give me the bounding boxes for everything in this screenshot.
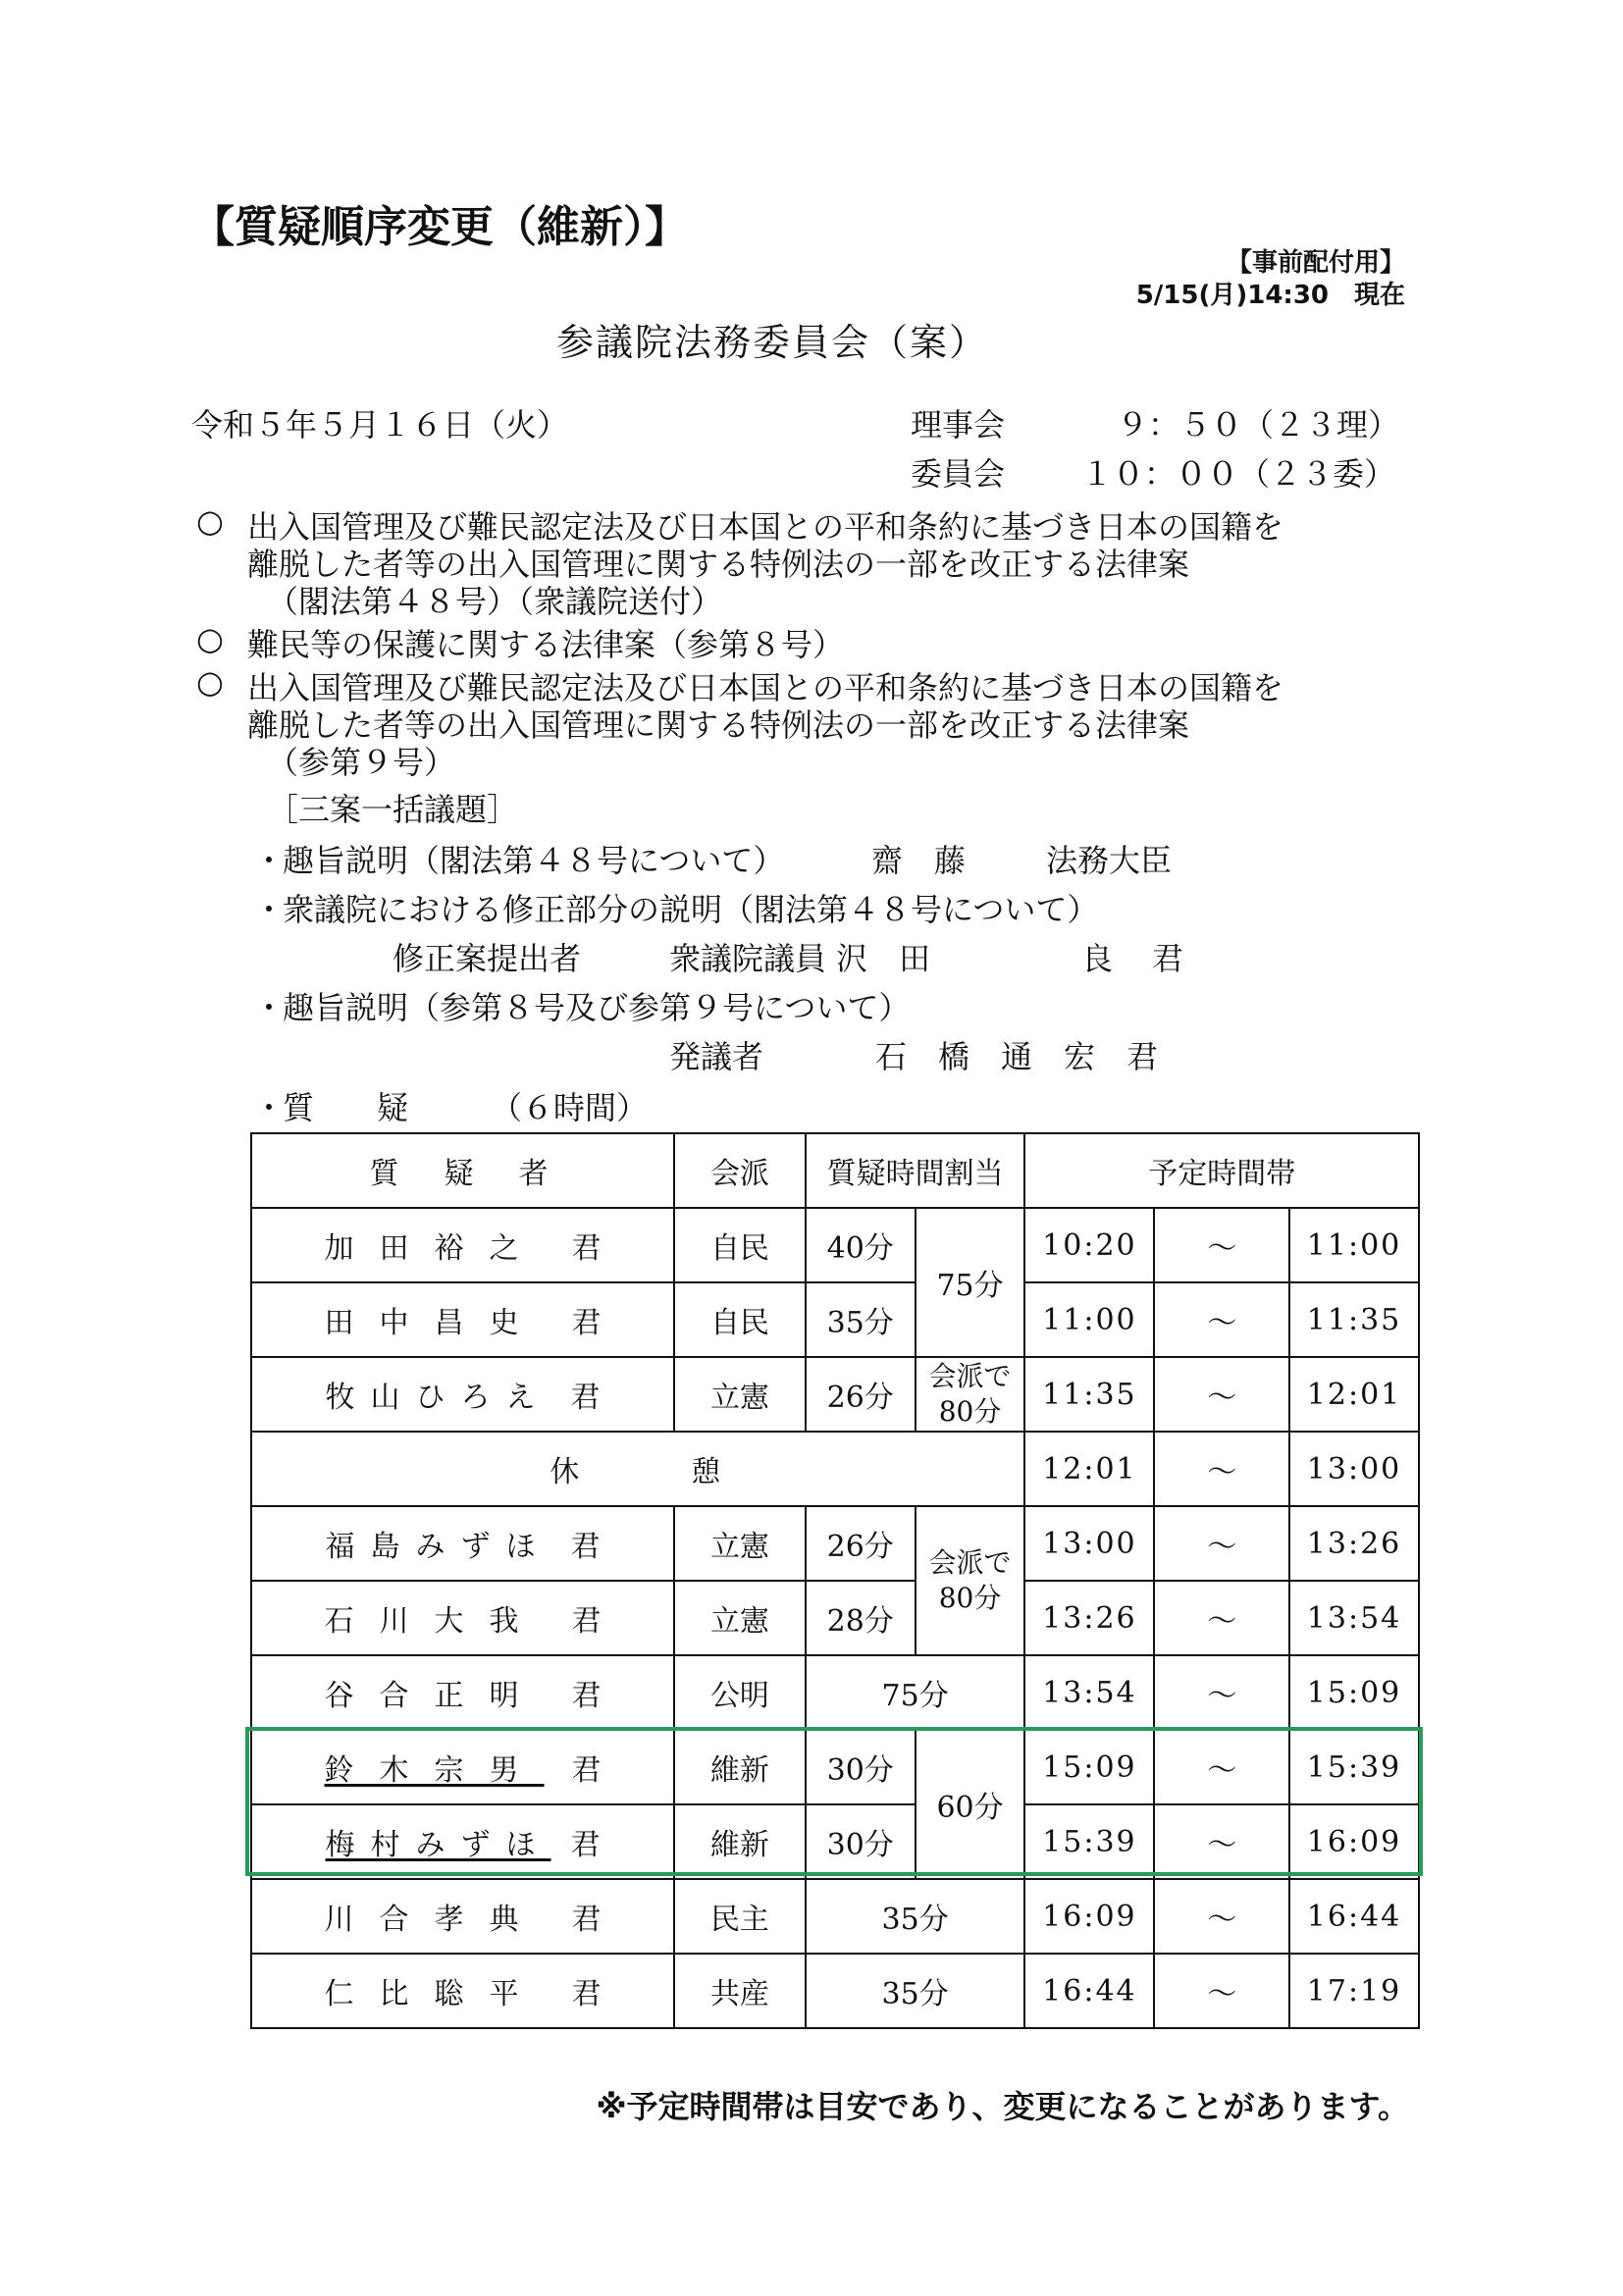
table-row (251, 1581, 1419, 1655)
board-label: 理事会 (911, 406, 1006, 444)
amendment-explanation: 衆議院における修正部分の説明（閣法第４８号について） (283, 891, 1099, 928)
questioner-cell (251, 1581, 674, 1655)
minutes-cell: 35分 (806, 1954, 1025, 2028)
header-allotment: 質疑時間割当 (806, 1133, 1025, 1208)
honorific: 君 (571, 1604, 602, 1639)
table-row (251, 1208, 1419, 1282)
table-row (251, 1655, 1419, 1730)
honorific: 君 (571, 1679, 602, 1713)
honorific: 君 (571, 1753, 602, 1788)
faction-cell: 民主 (674, 1879, 806, 1954)
start-time: 10:20 (1024, 1208, 1154, 1282)
minutes-cell: 28分 (806, 1581, 916, 1655)
group-allotment-rikken-am (916, 1357, 1025, 1432)
questioning-duration: （６時間） (491, 1089, 649, 1126)
end-time: 16:44 (1289, 1879, 1419, 1954)
pre-distribution-label: 【事前配付用】 (1226, 248, 1405, 278)
table-row (251, 1506, 1419, 1581)
start-time: 13:54 (1024, 1655, 1154, 1730)
tilde: ～ (1154, 1357, 1289, 1432)
minutes-cell: 26分 (806, 1506, 916, 1581)
recess-label: 休 憩 (251, 1432, 1024, 1506)
end-time: 15:39 (1289, 1730, 1419, 1804)
minutes-cell: 40分 (806, 1208, 916, 1282)
tilde: ～ (1154, 1730, 1289, 1804)
proceedings-bullet-4: ・ (253, 1089, 286, 1126)
faction-cell: 共産 (674, 1954, 806, 2028)
minutes-cell: 35分 (806, 1879, 1025, 1954)
table-row (251, 1879, 1419, 1954)
bundled-agenda-label: ［三案一括議題］ (267, 791, 519, 828)
ishin-highlight-box (245, 1727, 1423, 1876)
as-of-timestamp: 5/15(月)14:30 現在 (1135, 281, 1405, 310)
group-allotment-ishin: 60分 (916, 1730, 1025, 1879)
questioner-name: 谷合正明 (324, 1679, 545, 1713)
proceedings-bullet-1: ・ (253, 842, 286, 879)
honorific: 君 (571, 1977, 602, 2011)
committee-time: １０：００（２３委） (1081, 455, 1396, 493)
questioner-name: 福島みずほ (325, 1530, 551, 1564)
proposer-name: 石 橋 通 宏 君 (875, 1038, 1159, 1075)
questioner-name: 石川大我 (324, 1604, 545, 1639)
minutes-cell: 75分 (806, 1655, 1025, 1730)
minutes-cell: 35分 (806, 1282, 916, 1357)
start-time: 15:09 (1024, 1730, 1154, 1804)
amendment-submitter-name: 沢 田 (836, 940, 931, 977)
agenda-item-3-line2: 離脱した者等の出入国管理に関する特例法の一部を改正する法律案 (247, 706, 1190, 744)
start-time: 11:00 (1024, 1282, 1154, 1357)
proceedings-bullet-3: ・ (253, 989, 286, 1026)
questioner-name: 梅村みずほ (325, 1828, 551, 1862)
questioner-name: 加田裕之 (324, 1231, 545, 1266)
honorific: 君 (571, 1903, 602, 1937)
end-time: 17:19 (1289, 1954, 1419, 2028)
minutes-cell: 30分 (806, 1730, 916, 1804)
questioner-cell (251, 1282, 674, 1357)
document-heading: 【質疑順序変更（維新）】 (191, 202, 688, 252)
questioner-name: 川合孝典 (324, 1903, 545, 1937)
committee-label: 委員会 (911, 455, 1006, 493)
end-time: 15:09 (1289, 1655, 1419, 1730)
questioner-name: 田中昌史 (324, 1306, 545, 1340)
recess-row (251, 1432, 1419, 1506)
end-time: 13:00 (1289, 1432, 1419, 1506)
faction-cell: 維新 (674, 1730, 806, 1804)
end-time: 13:26 (1289, 1506, 1419, 1581)
faction-cell: 自民 (674, 1208, 806, 1282)
tilde: ～ (1154, 1655, 1289, 1730)
minutes-cell: 26分 (806, 1357, 916, 1432)
minister-name: 齋 藤 (871, 842, 967, 879)
questioner-name: 牧山ひろえ (325, 1381, 551, 1415)
minister-role: 法務大臣 (1046, 842, 1173, 879)
agenda-item-1-line3: （閣法第４８号）（衆議院送付） (267, 583, 723, 620)
meeting-date: 令和５年５月１６日（火） (191, 406, 569, 444)
group-allotment-rikken-pm (916, 1506, 1025, 1655)
honorific: 君 (571, 1306, 602, 1340)
minutes-cell: 30分 (806, 1804, 916, 1879)
honorific: 君 (570, 1530, 601, 1564)
group-note-line2: 80分 (938, 1582, 1002, 1614)
questioner-name: 仁比聡平 (324, 1977, 545, 2011)
questioner-name: 鈴木宗男 (324, 1753, 545, 1788)
table-row (251, 1357, 1419, 1432)
start-time: 16:09 (1024, 1879, 1154, 1954)
start-time: 16:44 (1024, 1954, 1154, 2028)
questioning-label: 質 疑 (283, 1089, 409, 1126)
table-header-row (251, 1133, 1419, 1208)
explanation-upper-house-bills: 趣旨説明（参第８号及び参第９号について） (283, 989, 911, 1026)
end-time: 13:54 (1289, 1581, 1419, 1655)
group-note-line1: 会派で (928, 1360, 1012, 1392)
document-title: 参議院法務委員会（案） (555, 321, 988, 364)
board-time: ９：５０（２３理） (1117, 406, 1400, 444)
questioner-cell (251, 1655, 674, 1730)
faction-cell: 自民 (674, 1282, 806, 1357)
questioner-cell (251, 1506, 674, 1581)
faction-cell: 公明 (674, 1655, 806, 1730)
faction-cell: 立憲 (674, 1581, 806, 1655)
honorific: 君 (571, 1231, 602, 1266)
faction-cell: 維新 (674, 1804, 806, 1879)
header-questioner: 質 疑 者 (251, 1133, 674, 1208)
questioner-cell (251, 1208, 674, 1282)
group-allotment-jimin: 75分 (916, 1208, 1025, 1357)
header-faction: 会派 (674, 1133, 806, 1208)
footnote: ※予定時間帯は目安であり、変更になることがあります。 (596, 2088, 1409, 2125)
questioner-cell (251, 1879, 674, 1954)
questioner-cell (251, 1954, 674, 2028)
faction-cell: 立憲 (674, 1357, 806, 1432)
tilde: ～ (1154, 1954, 1289, 2028)
agenda-item-3-line3: （参第９号） (267, 744, 456, 781)
amendment-submitter-label: 修正案提出者 (393, 940, 582, 977)
start-time: 12:01 (1024, 1432, 1154, 1506)
tilde: ～ (1154, 1208, 1289, 1282)
proceedings-bullet-2: ・ (253, 891, 286, 928)
start-time: 15:39 (1024, 1804, 1154, 1879)
proposer-label: 発議者 (669, 1038, 764, 1075)
group-note-line1: 会派で (928, 1546, 1012, 1579)
start-time: 13:00 (1024, 1506, 1154, 1581)
end-time: 12:01 (1289, 1357, 1419, 1432)
table-row (251, 1954, 1419, 2028)
faction-cell: 立憲 (674, 1506, 806, 1581)
agenda-item-1-line2: 離脱した者等の出入国管理に関する特例法の一部を改正する法律案 (247, 546, 1190, 583)
agenda-item-2: 難民等の保護に関する法律案（参第８号） (247, 626, 845, 663)
agenda-marker-1: ○ (196, 502, 224, 540)
end-time: 16:09 (1289, 1804, 1419, 1879)
tilde: ～ (1154, 1879, 1289, 1954)
honorific: 君 (570, 1828, 601, 1862)
group-note-line2: 80分 (938, 1395, 1002, 1428)
start-time: 11:35 (1024, 1357, 1154, 1432)
tilde: ～ (1154, 1581, 1289, 1655)
amendment-submitter-role: 衆議院議員 (669, 940, 827, 977)
end-time: 11:35 (1289, 1282, 1419, 1357)
table-row (251, 1282, 1419, 1357)
amendment-submitter-honorific: 君 (1152, 940, 1184, 977)
tilde: ～ (1154, 1506, 1289, 1581)
agenda-marker-3: ○ (196, 663, 224, 701)
tilde: ～ (1154, 1282, 1289, 1357)
explanation-cabinet-bill: 趣旨説明（閣法第４８号について） (283, 842, 785, 879)
tilde: ～ (1154, 1432, 1289, 1506)
questioning-schedule-table (250, 1132, 1420, 2029)
start-time: 13:26 (1024, 1581, 1154, 1655)
header-schedule: 予定時間帯 (1024, 1133, 1419, 1208)
amendment-submitter-given-name: 良 (1081, 940, 1114, 977)
agenda-item-3-line1: 出入国管理及び難民認定法及び日本国との平和条約に基づき日本の国籍を (247, 669, 1284, 706)
questioner-cell (251, 1357, 674, 1432)
tilde: ～ (1154, 1804, 1289, 1879)
honorific: 君 (570, 1381, 601, 1415)
agenda-marker-2: ○ (196, 620, 224, 657)
end-time: 11:00 (1289, 1208, 1419, 1282)
agenda-item-1-line1: 出入国管理及び難民認定法及び日本国との平和条約に基づき日本の国籍を (247, 508, 1284, 546)
